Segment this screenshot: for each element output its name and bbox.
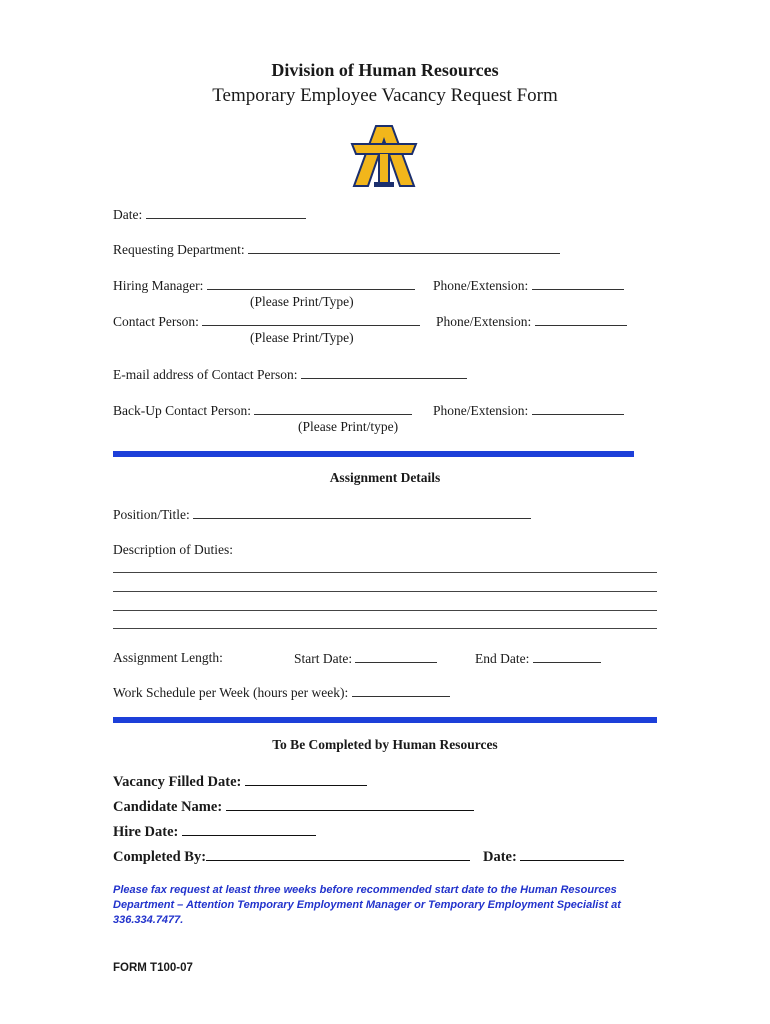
description-label: Description of Duties:: [113, 542, 233, 557]
hire-date-field: [113, 822, 316, 841]
requesting-department-label: Requesting Department:: [113, 242, 245, 257]
candidate-name-input-line[interactable]: [226, 797, 474, 811]
section-divider: [113, 451, 634, 457]
hire-date-label: Hire Date:: [113, 824, 179, 840]
hire-date-input-line[interactable]: [182, 822, 316, 836]
end-date-label: End Date:: [475, 651, 530, 666]
date-label: Date:: [113, 207, 143, 222]
work-schedule-label: Work Schedule per Week (hours per week):: [113, 685, 349, 700]
work-schedule-field: [113, 684, 450, 701]
requesting-department-field: [113, 241, 560, 258]
hiring-manager-label: Hiring Manager:: [113, 278, 204, 293]
requesting-department-input-line[interactable]: [248, 241, 560, 254]
work-schedule-input-line[interactable]: [352, 684, 450, 697]
backup-contact-phone-input-line[interactable]: [532, 402, 624, 415]
hr-date-field: [483, 847, 624, 866]
end-date-input-line[interactable]: [533, 650, 601, 663]
print-type-hint-lower: (Please Print/type): [298, 419, 399, 434]
backup-contact-label: Back-Up Contact Person:: [113, 403, 251, 418]
vacancy-filled-date-input-line[interactable]: [245, 772, 367, 786]
print-type-hint: (Please Print/Type): [250, 330, 354, 345]
start-date-label: Start Date:: [294, 651, 353, 666]
contact-person-label: Contact Person:: [113, 314, 199, 329]
phone-extension-label: Phone/Extension:: [436, 314, 532, 329]
page-title: Division of Human Resources: [271, 60, 499, 80]
hiring-manager-input-line[interactable]: [207, 277, 415, 290]
phone-extension-label: Phone/Extension:: [433, 278, 529, 293]
description-line[interactable]: [113, 610, 657, 611]
hr-date-input-line[interactable]: [520, 847, 624, 861]
date-field: [113, 206, 306, 223]
email-contact-label: E-mail address of Contact Person:: [113, 367, 298, 382]
candidate-name-label: Candidate Name:: [113, 799, 223, 815]
start-date-field: [294, 650, 437, 667]
position-title-field: [113, 506, 531, 523]
contact-person-input-line[interactable]: [202, 313, 420, 326]
assignment-details-heading: Assignment Details: [329, 470, 441, 485]
hr-section-heading: To Be Completed by Human Resources: [272, 737, 498, 752]
page-subtitle: Temporary Employee Vacancy Request Form: [212, 85, 558, 106]
description-line[interactable]: [113, 572, 657, 573]
description-line[interactable]: [113, 591, 657, 592]
position-title-input-line[interactable]: [193, 506, 531, 519]
completed-by-label: Completed By:: [113, 849, 207, 865]
end-date-field: [475, 650, 601, 667]
hiring-manager-field: [113, 277, 415, 294]
contact-person-phone-input-line[interactable]: [535, 313, 627, 326]
section-divider: [113, 717, 657, 723]
phone-extension-label: Phone/Extension:: [433, 403, 529, 418]
position-title-label: Position/Title:: [113, 507, 190, 522]
vacancy-filled-date-field: [113, 772, 367, 791]
contact-person-field: [113, 313, 420, 330]
completed-by-field: [113, 847, 470, 866]
contact-person-phone-field: [436, 313, 627, 330]
form-number: FORM T100-07: [113, 962, 193, 974]
date-input-line[interactable]: [146, 206, 306, 219]
fax-instruction-note: Please fax request at least three weeks before recommended start date to the Human Resources Department – Attention Temporary Employment Manager or Temporary Employment Specialist at 336.334.7477.: [113, 884, 621, 926]
vacancy-filled-date-label: Vacancy Filled Date:: [113, 774, 242, 790]
completed-by-input-line[interactable]: [206, 847, 470, 861]
email-contact-field: [113, 366, 467, 383]
assignment-length-label: Assignment Length:: [113, 650, 223, 665]
email-contact-input-line[interactable]: [301, 366, 467, 379]
backup-contact-field: [113, 402, 412, 419]
university-aggie-logo-icon: [350, 124, 418, 188]
description-line[interactable]: [113, 628, 657, 629]
backup-contact-phone-field: [433, 402, 624, 419]
hr-date-label: Date:: [483, 849, 517, 865]
print-type-hint: (Please Print/Type): [250, 294, 354, 309]
start-date-input-line[interactable]: [355, 650, 437, 663]
hiring-manager-phone-field: [433, 277, 624, 294]
candidate-name-field: [113, 797, 474, 816]
backup-contact-input-line[interactable]: [254, 402, 412, 415]
hiring-manager-phone-input-line[interactable]: [532, 277, 624, 290]
